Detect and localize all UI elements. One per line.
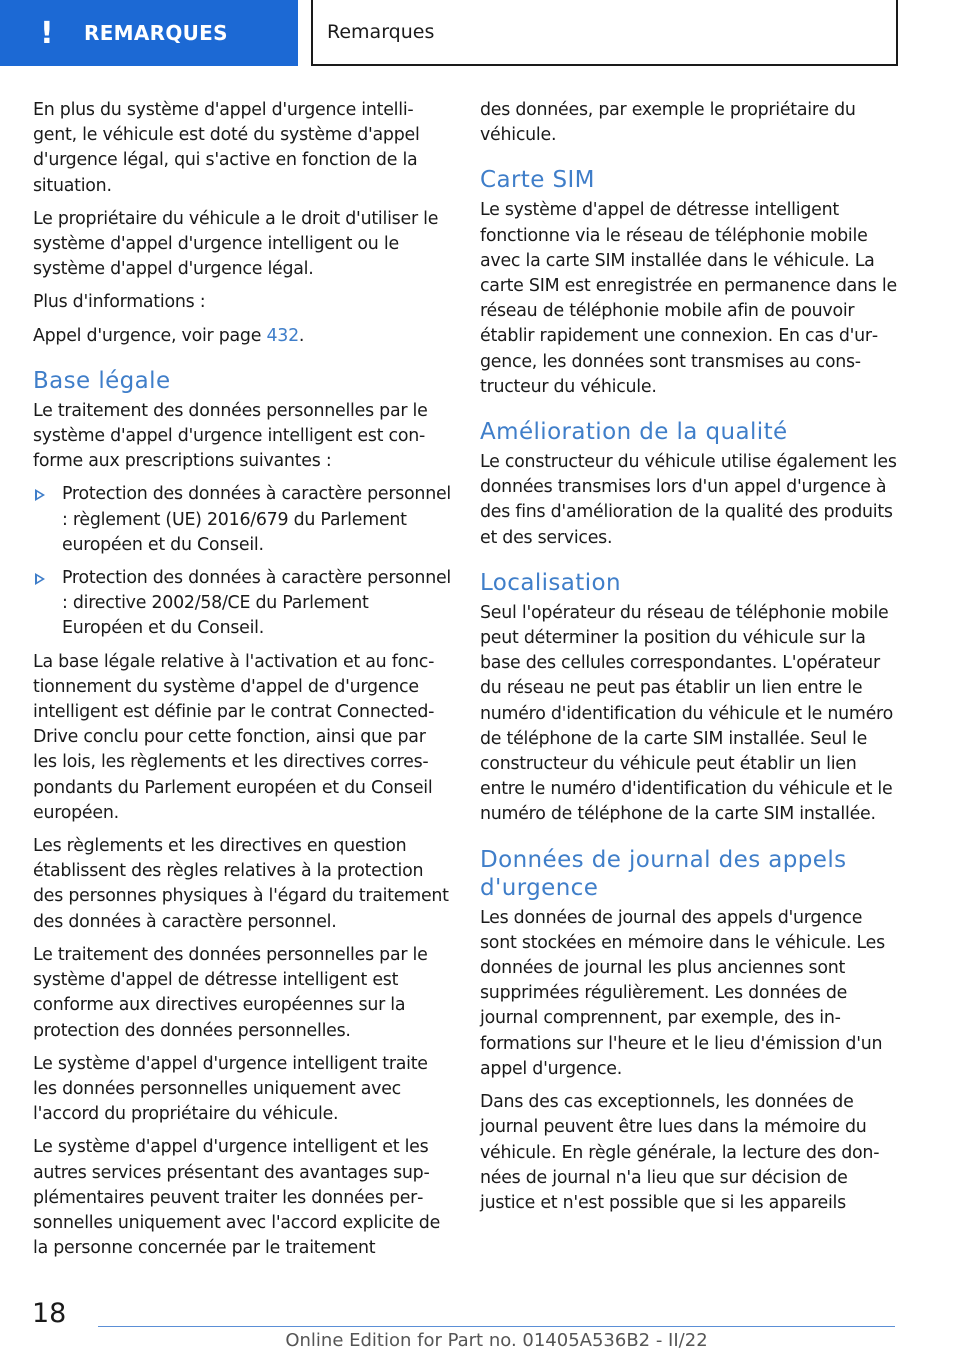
list-item	[33, 566, 451, 642]
paragraph: Le traitement des données personnelles par le système d'appel d'urgence intelligent est conforme aux prescriptions suivantes :	[33, 400, 428, 472]
list-item-text: Protection des données à caractère personnel : règlement (UE) 2016/679 du Parlement européen et du Conseil.	[62, 484, 451, 555]
paragraph: Le propriétaire du véhicule a le droit d'utiliser le système d'appel d'urgence intelligent ou le système d'appel d'urgence légal.	[33, 208, 439, 280]
paragraph: Le système d'appel d'urgence intelligent traite les données personnelles uniquement avec l'accord du propriétaire du véhicule.	[33, 1053, 428, 1125]
triangle-bullet-icon	[35, 489, 45, 501]
paragraph: Le traitement des données personnelles par le système d'appel de détresse intelligent est conforme aux directives européennes sur la protection des données personnelles.	[33, 944, 428, 1041]
paragraph: Seul l'opérateur du réseau de téléphonie mobile peut déterminer la position du véhicule sur la base des cellules correspondantes. L'opérateur du réseau ne peut pas établir un lien entre le numéro d'identification du véhicule et le numéro de téléphone de la carte SIM installée. Seul le constructeur du véhicule peut établir un lien entre le numéro d'identification du véhicule et le numéro de téléphone de la carte SIM installée.	[480, 602, 893, 825]
paragraph: Le système d'appel d'urgence intelligent et les autres services présentant des avantages supplémentaires peuvent traiter les données personnelles uniquement avec l'accord explicite de la personne concernée par le traitement	[33, 1137, 441, 1259]
paragraph: Les données de journal des appels d'urgence sont stockées en mémoire dans le véhicule. Les données de journal les plus anciennes sont supprimées régulièrement. Les données de journal comprennent, par exemple, des informations sur l'heure et le lieu d'émission d'un appel d'urgence.	[480, 907, 885, 1079]
heading-localisation: Localisation	[480, 569, 621, 596]
bullet-list	[33, 482, 451, 641]
triangle-bullet-icon	[35, 573, 45, 585]
right-column	[480, 98, 900, 1224]
left-column	[33, 98, 451, 1269]
footer-edition: Online Edition for Part no. 01405A536B2 - II/22	[285, 1330, 708, 1351]
heading-base-legale: Base légale	[33, 367, 171, 394]
heading-carte-sim: Carte SIM	[480, 167, 595, 194]
section-title-box	[311, 0, 898, 66]
warning-icon: !	[40, 15, 54, 51]
paragraph: Le constructeur du véhicule utilise également les données transmises lors d'un appel d'urgence à des fins d'amélioration de la qualité des produits et des services.	[480, 452, 897, 548]
page-number: 18	[32, 1298, 67, 1329]
link-prefix: Appel d'urgence, voir page	[33, 325, 267, 346]
paragraph: La base légale relative à l'activation et au fonctionnement du système d'appel de d'urgence intelligent est définie par le contrat ConnectedDrive conclu pour cette fonction, ainsi que par les lois, les règlements et les directives correspondants du Parlement européen et du Conseil européen.	[33, 651, 435, 823]
paragraph: Les règlements et les directives en question établissent des règles relatives à la protection des personnes physiques à l'égard du traitement des données à caractère personnel.	[33, 836, 449, 932]
list-item-text: Protection des données à caractère personnel : directive 2002/58/CE du Parlement Européen et du Conseil.	[62, 568, 451, 639]
heading-amelioration-qualite: Amélioration de la qualité	[480, 419, 788, 446]
paragraph: Plus d'informations :	[33, 292, 206, 313]
footer-divider	[98, 1326, 895, 1327]
paragraph-with-link	[33, 324, 451, 349]
page-link[interactable]: 432	[266, 325, 299, 346]
paragraph: Le système d'appel de détresse intelligent fonctionne via le réseau de téléphonie mobile avec la carte SIM installée dans le véhicule. La carte SIM est enregistrée en permanence dans le réseau de téléphonie mobile afin de pouvoir établir rapidement une connexion. En cas d'urgence, les données sont transmises au constructeur du véhicule.	[480, 200, 897, 397]
paragraph: des données, par exemple le propriétaire du véhicule.	[480, 100, 856, 146]
section-title: Remarques	[327, 21, 435, 43]
link-suffix: .	[298, 325, 305, 346]
section-tab-label: REMARQUES	[84, 21, 228, 45]
section-tab	[0, 0, 298, 66]
paragraph: En plus du système d'appel d'urgence intelligent, le véhicule est doté du système d'appel d'urgence légal, qui s'active en fonction de la situation.	[33, 100, 420, 196]
heading-donnees-journal: Données de journal des appels d'urgence	[480, 846, 847, 901]
list-item	[33, 482, 451, 558]
paragraph: Dans des cas exceptionnels, les données de journal peuvent être lues dans la mémoire du véhicule. En règle générale, la lecture des données de journal n'a lieu que sur décision de justice et n'est possible que si les appareils	[480, 1092, 880, 1213]
